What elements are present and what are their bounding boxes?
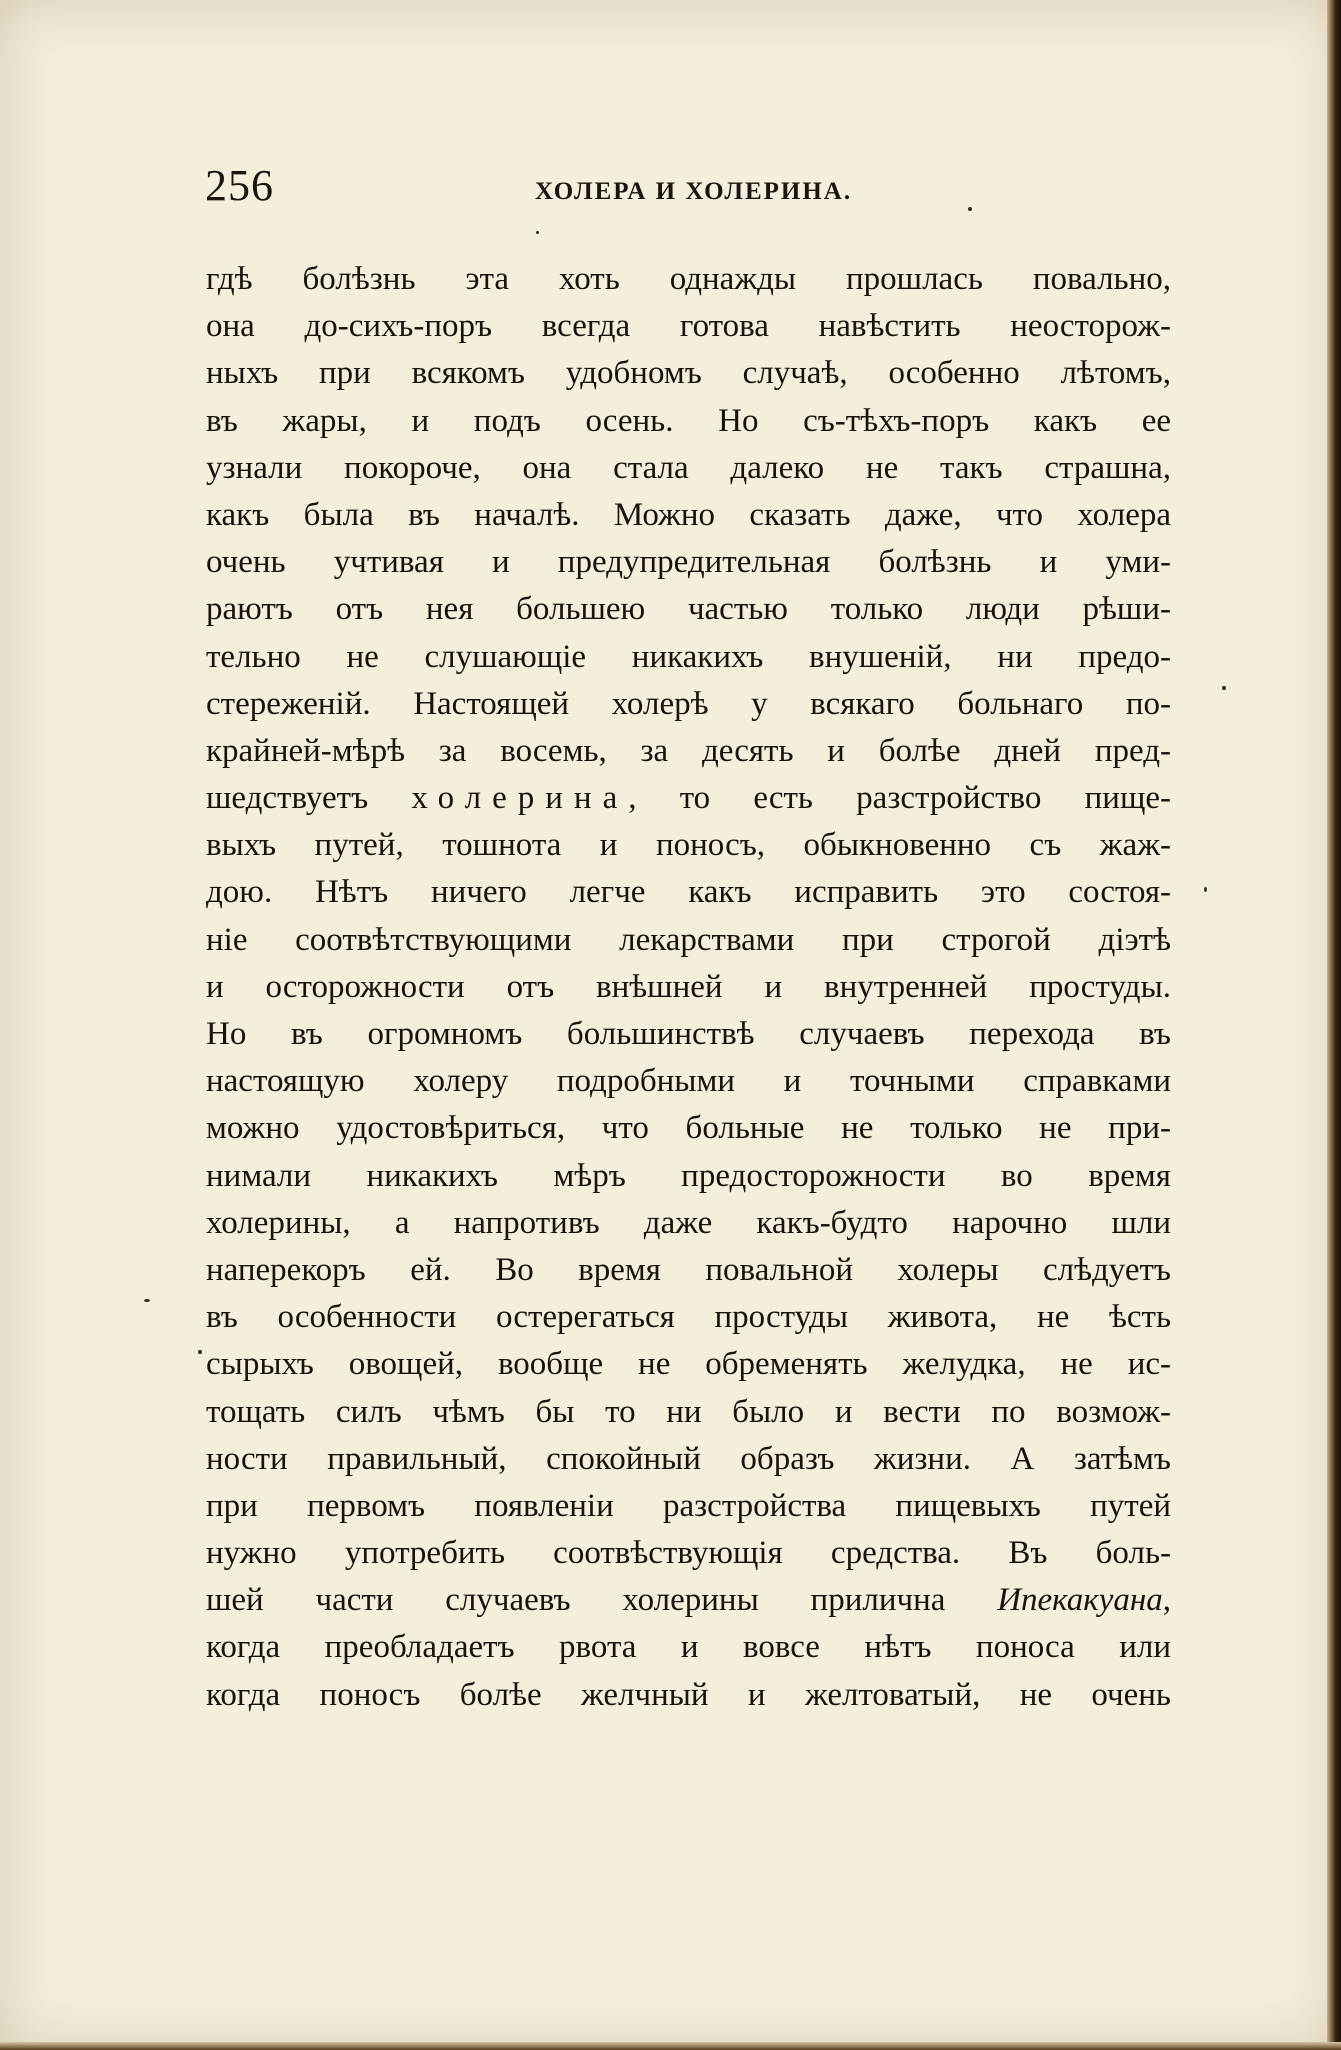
text-line: сырыхъ овощей, вообще не обременять желудка, не ис- [206,1346,1171,1383]
text-line: нимали никакихъ мѣръ предосторожности во время [206,1157,1171,1194]
text-line: крайней-мѣрѣ за восемь, за десять и болѣе дней пред- [206,732,1171,769]
text-line: когда преобладаетъ рвота и вовсе нѣтъ поноса или [206,1629,1171,1666]
paper-speck [144,1299,150,1302]
spaced-term: холерина [411,780,629,817]
page-number: 256 [205,161,274,210]
page-edge-bottom [0,2042,1341,2050]
line-segment: , то есть разстройство пище- [628,780,1171,817]
line-segment: шедствуетъ [206,780,412,817]
paper-speck [968,207,972,211]
paper-speck [1204,887,1207,892]
text-line: наперекоръ ей. Во время повальной холеры слѣдуетъ [206,1251,1171,1288]
text-line: она до-сихъ-поръ всегда готова навѣстить неосторож- [206,308,1171,345]
running-title: ХОЛЕРА И ХОЛЕРИНА. [535,178,853,205]
text-line: тощать силъ чѣмъ бы то ни было и вести по возмож- [206,1393,1171,1430]
text-line: ности правильный, спокойный образъ жизни. А затѣмъ [206,1440,1171,1477]
text-line: очень учтивая и предупредительная болѣзнь и уми- [206,544,1171,581]
text-line [206,1577,1171,1624]
text-line: холерины, а напротивъ даже какъ-будто нарочно шли [206,1204,1171,1241]
paper-speck [198,1350,202,1354]
text-line: какъ была въ началѣ. Можно сказать даже, что холера [206,496,1171,533]
text-line: при первомъ появленіи разстройства пищевыхъ путей [206,1487,1171,1524]
italic-term: Ипекакуана [997,1582,1163,1619]
text-line: выхъ путей, тошнота и поносъ, обыкновенно съ жаж- [206,827,1171,864]
text-line [206,775,1171,822]
text-line: раютъ отъ нея большею частью только люди рѣши- [206,591,1171,628]
text-line: можно удостовѣриться, что больные не только не при- [206,1110,1171,1147]
text-line: настоящую холеру подробными и точными справками [206,1063,1171,1100]
text-line: гдѣ болѣзнь эта хоть однажды прошлась повально, [206,261,1171,297]
text-line: ніе соотвѣтствующими лекарствами при строгой діэтѣ [206,921,1171,958]
line-segment: шей части случаевъ холерины прилична [206,1582,998,1619]
page-edge-right [1327,0,1341,2050]
text-line: ныхъ при всякомъ удобномъ случаѣ, особенно лѣтомъ, [206,355,1171,392]
text-line: и осторожности отъ внѣшней и внутренней простуды. [206,968,1171,1005]
text-line: когда поносъ болѣе желчный и желтоватый, не очень [206,1676,1171,1713]
paper-speck [1222,686,1226,690]
text-line: нужно употребить соотвѣствующія средства. Въ боль- [206,1535,1171,1572]
text-line: узнали покороче, она стала далеко не такъ страшна, [206,449,1171,486]
line-segment: , [1162,1582,1171,1619]
text-line: Но въ огромномъ большинствѣ случаевъ перехода въ [206,1016,1171,1052]
text-line: въ жары, и подъ осень. Но съ-тѣхъ-поръ какъ ее [206,402,1171,439]
text-line: въ особенности остерегаться простуды живота, не ѣсть [206,1299,1171,1336]
running-head [205,160,865,220]
text-line: дою. Нѣтъ ничего легче какъ исправить это состоя- [206,874,1171,911]
paper-speck [536,231,539,234]
text-line: тельно не слушающіе никакихъ внушеній, ни предо- [206,638,1171,675]
body-text [206,256,1171,1719]
text-line: стереженій. Настоящей холерѣ у всякаго больнаго по- [206,685,1171,722]
